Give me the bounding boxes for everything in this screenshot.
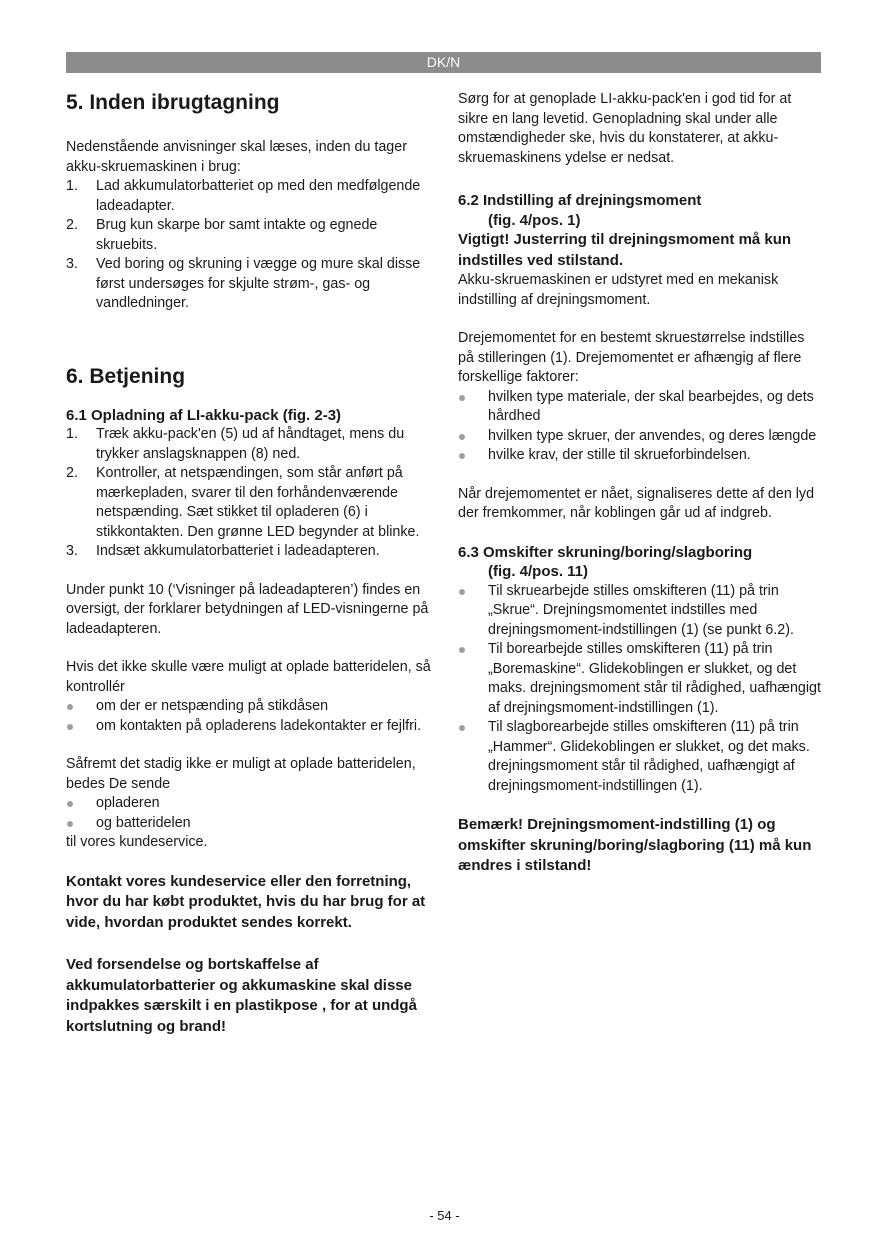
important-notice: Vigtigt! Justerring til drejningsmoment må kun indstilles ved stilstand. (458, 231, 792, 269)
bullet-icon (459, 453, 465, 459)
service-paragraph: til vores kundeservice. (66, 834, 208, 850)
list-item: 1. Træk akku-pack'en (5) ud af håndtaget, mens du trykker anslagsknappen (8) ned. (66, 426, 405, 462)
list-item: 1. Lad akkumulatorbatteriet op med den medfølgende ladeadapter. (66, 178, 421, 214)
bullet-icon (67, 724, 73, 730)
torque-factors-list (458, 388, 824, 466)
bullet-icon (459, 589, 465, 595)
check-list (66, 697, 432, 736)
bullet-icon (459, 725, 465, 731)
switch-modes-list (458, 582, 824, 797)
contact-service-notice: Kontakt vores kundeservice eller den forretning, hvor du har købt produktet, hvis du har brug for at vide, hvordan produktet sendes korrekt. (66, 872, 426, 931)
list-item: hvilke krav, der stille til skrueforbindelsen. (458, 446, 824, 466)
section-6-title: 6. Betjening (66, 364, 186, 388)
shipping-disposal-notice: Ved forsendelse og bortskaffelse af akkumulatorbatterier og akkumaskine skal disse indpakkes særskilt i en plastikpose , for at undgå kortslutning og brand! (66, 956, 417, 1035)
torque-paragraph: Drejemomentet for en bestemt skruestørrelse indstilles på stilleringen (1). Drejemomentet er afhængig af flere forskellige faktorer: (458, 330, 805, 385)
language-header-bar (66, 52, 821, 73)
list-item: 2. Brug kun skarpe bor samt intakte og egnede skruebits. (66, 217, 378, 253)
mechanical-setting-paragraph: Akku-skruemaskinen er udstyret med en mekanisk indstilling af drejningsmoment. (458, 272, 779, 308)
send-paragraph: Såfremt det stadig ikke er muligt at oplade batteridelen, bedes De sende (66, 756, 416, 792)
list-item: Til borearbejde stilles omskifteren (11) på trin „Boremaskine“. Glidekoblingen er slukket, og det maks. drejningsmoment står til rådighed, uafhængigt af drejningsmoment-indstillingen (1). (458, 640, 824, 718)
page-number: - 54 - (429, 1208, 460, 1223)
section-6-1-list (66, 425, 432, 562)
bullet-icon (67, 704, 73, 710)
bullet-icon (459, 395, 465, 401)
bullet-icon (67, 821, 73, 827)
section-6-2-title: 6.2 Indstilling af drejningsmoment (fig. 4/pos. 1) (458, 192, 702, 229)
language-label: DK/N (426, 54, 461, 70)
list-item: 3. Indsæt akkumulatorbatteriet i ladeadapteren. (66, 543, 380, 559)
section-5-list (66, 177, 432, 314)
list-item: om der er netspænding på stikdåsen (66, 697, 432, 717)
right-column (458, 90, 824, 877)
list-item: hvilken type skruer, der anvendes, og deres længde (458, 427, 824, 447)
bullet-icon (459, 434, 465, 440)
led-overview-paragraph: Under punkt 10 (‘Visninger på ladeadapteren’) findes en oversigt, der forklarer betydningen af LED-visningerne på ladeadapteren. (66, 581, 429, 637)
note-notice: Bemærk! Drejningsmoment-indstilling (1) og omskifter skruning/boring/slagboring (11) må kun ændres i stilstand! (458, 816, 812, 874)
list-item: opladeren (66, 794, 432, 814)
list-item: om kontakten på opladerens ladekontakter er fejlfri. (66, 717, 432, 737)
send-list (66, 794, 432, 833)
torque-reached-paragraph: Når drejemomentet er nået, signaliseres dette af den lyd der fremkommer, når koblingen går ud af indgreb. (458, 485, 815, 521)
list-item: hvilken type materiale, der skal bearbejdes, og dets hårdhed (458, 388, 824, 427)
section-6-3-title: 6.3 Omskifter skruning/boring/slagboring (fig. 4/pos. 11) (458, 543, 753, 580)
section-6-1-title: 6.1 Opladning af LI-akku-pack (fig. 2-3) (66, 406, 342, 424)
bullet-icon (459, 647, 465, 653)
section-5-intro: Nedenstående anvisninger skal læses, inden du tager akku-skruemaskinen i brug: (66, 139, 407, 175)
list-item: Til skruearbejde stilles omskifteren (11) på trin „Skrue“. Drejningsmomentet indstilles med drejningsmoment-indstillingen (1) (se punkt 6.2). (458, 582, 824, 641)
list-item: Til slagborearbejde stilles omskifteren (11) på trin „Hammer“. Glidekoblingen er slukket, og det maks. drejningsmoment står til rådighed, uafhængigt af drejningsmoment-indstillingen (1). (458, 718, 824, 796)
check-paragraph: Hvis det ikke skulle være muligt at oplade batteridelen, så kontrollér (66, 659, 431, 695)
list-item: 2. Kontroller, at netspændingen, som står anført på mærkepladen, svarer til den forhåndenværende netspænding. Sæt stikket til opladeren (6) i stikkontakten. Den grønne LED begynder at blinke. (66, 465, 420, 540)
bullet-icon (67, 801, 73, 807)
list-item: 3. Ved boring og skruning i vægge og mure skal disse først undersøges for skjulte strøm-, gas- og vandledninger. (66, 256, 421, 311)
list-item: og batteridelen (66, 814, 432, 834)
left-column (66, 90, 432, 1037)
section-5-title: 5. Inden ibrugtagning (66, 91, 280, 114)
recharge-paragraph: Sørg for at genoplade LI-akku-pack'en i god tid for at sikre en lang levetid. Genopladning skal under alle omstændigheder ske, hvis du konstaterer, at akku-skruemaskinens ydelse er nedsat. (458, 91, 792, 166)
